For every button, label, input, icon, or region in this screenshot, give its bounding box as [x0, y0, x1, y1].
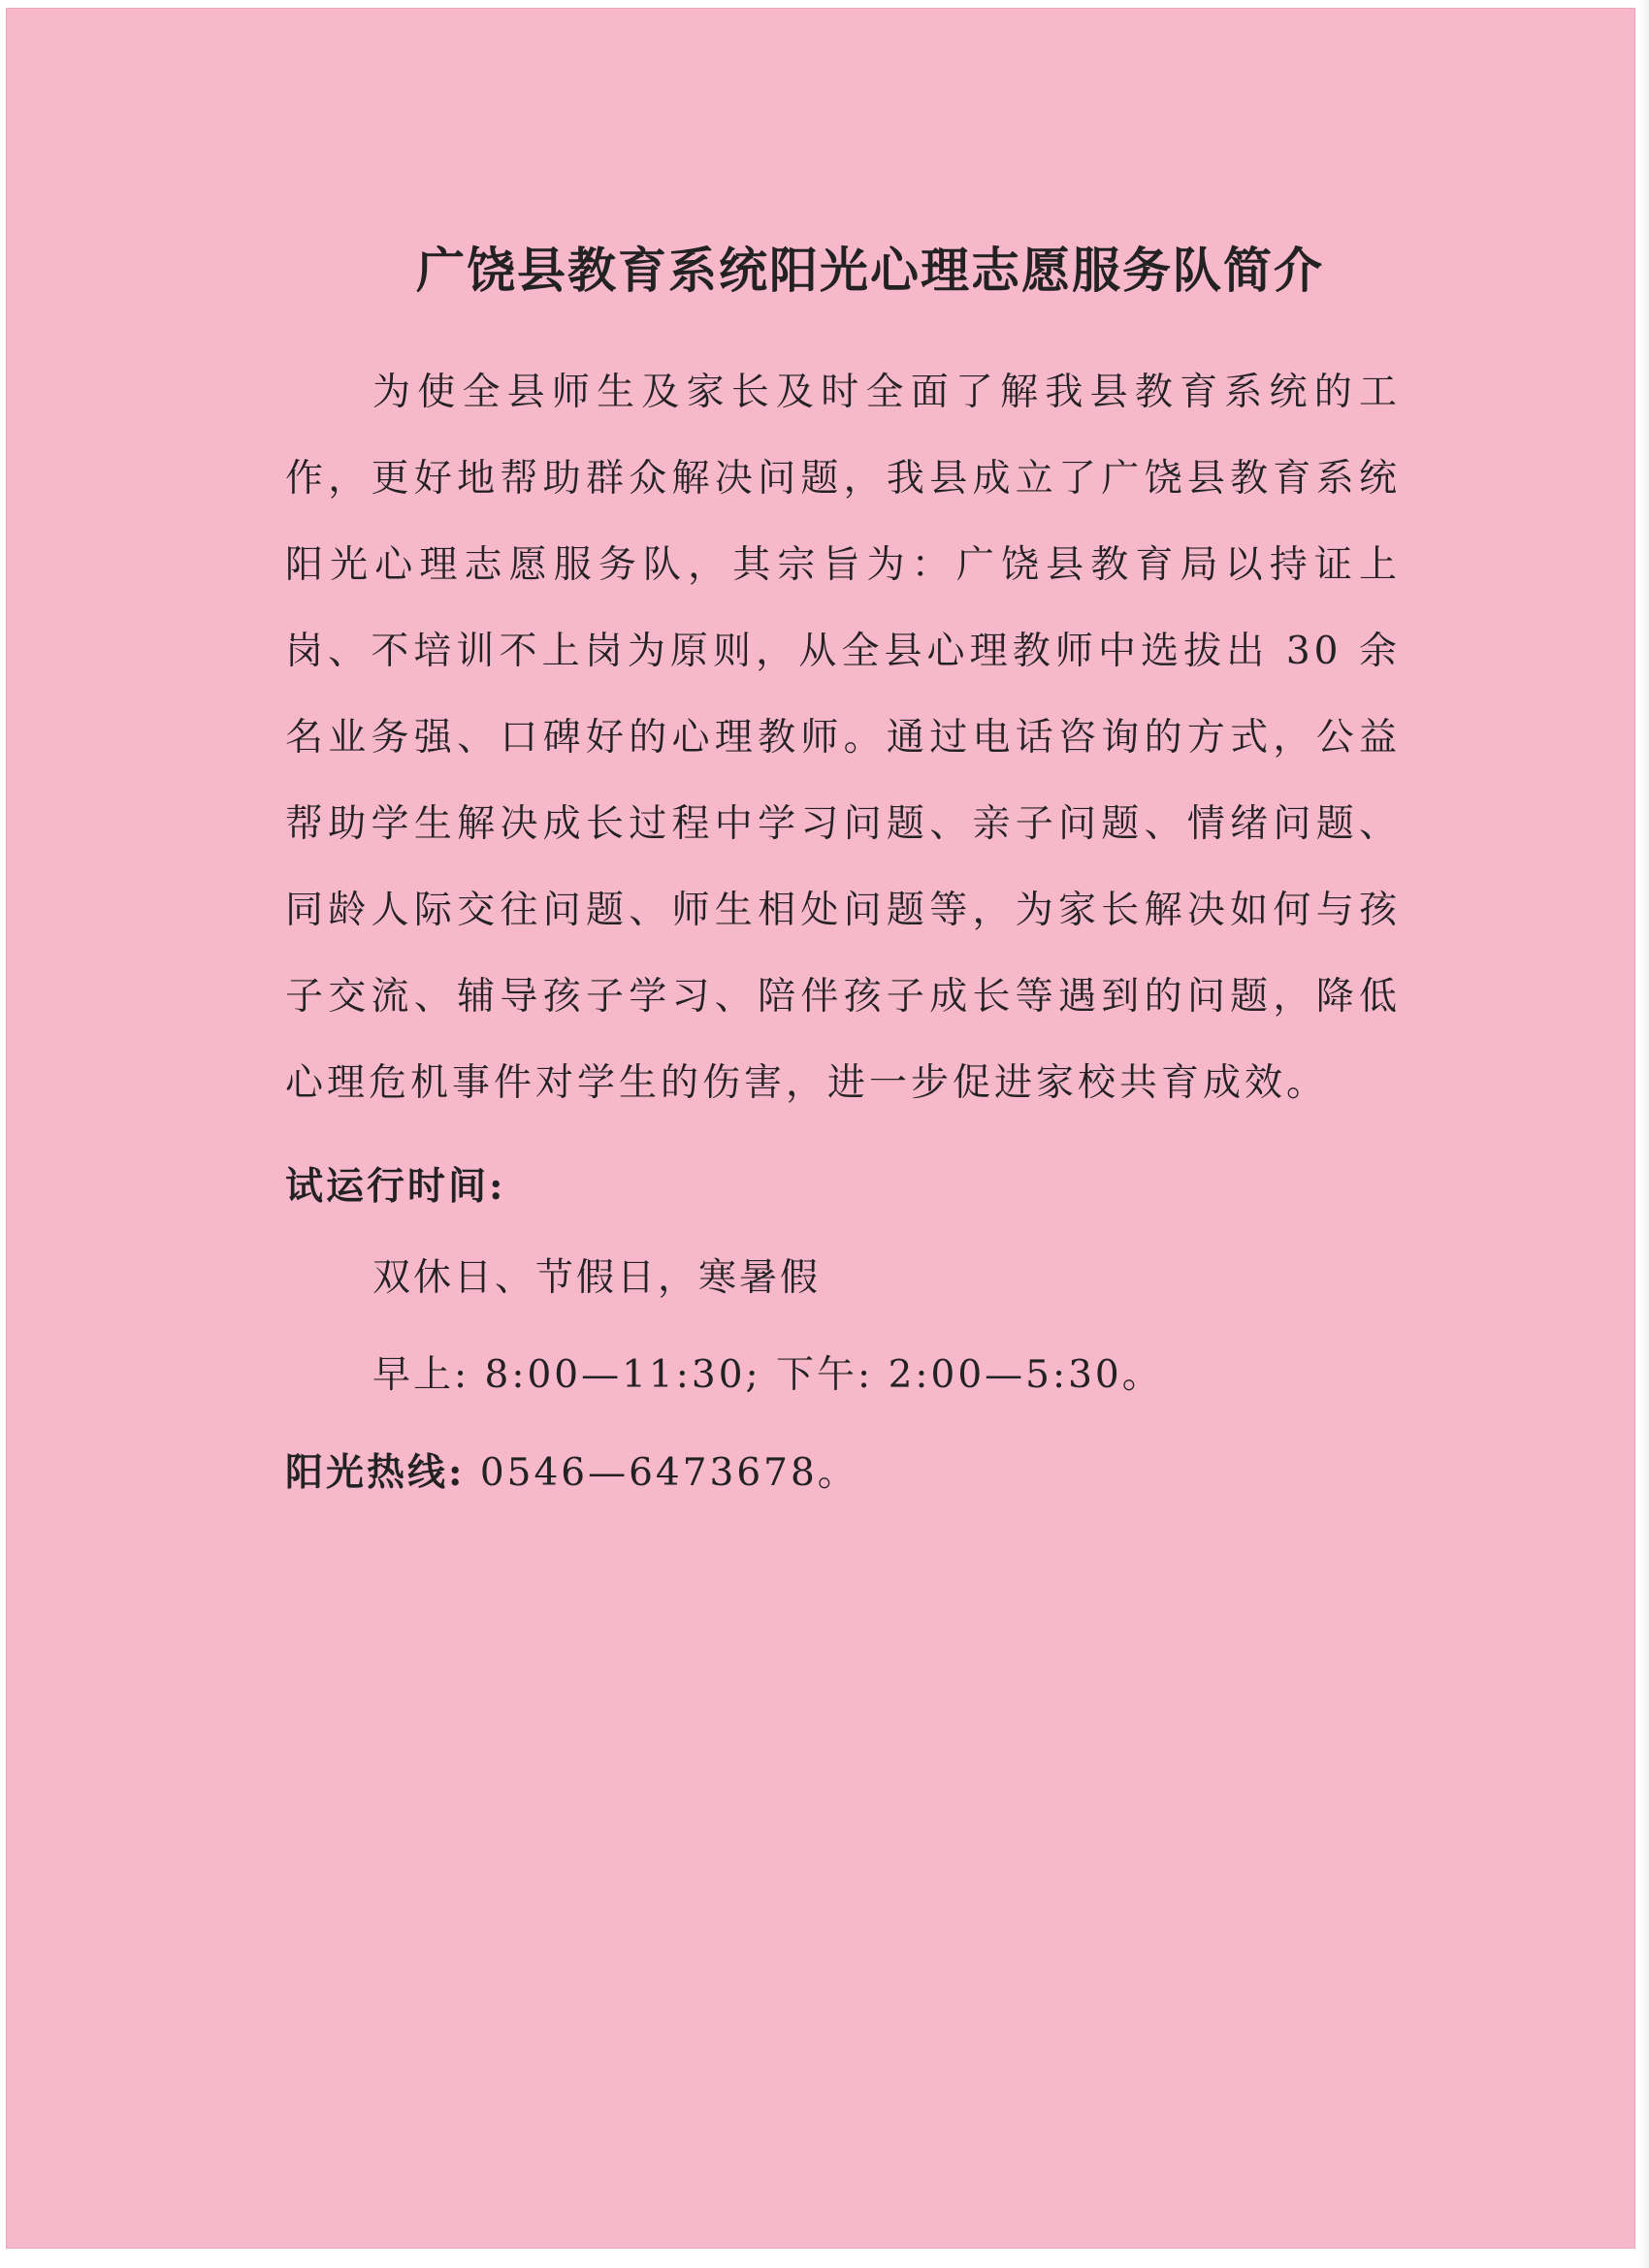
service-hours: 早上: 8:00—11:30; 下午: 2:00—5:30。: [372, 1353, 1163, 1397]
intro-paragraph: 为使全县师生及家长及时全面了解我县教育系统的工作，更好地帮助群众解决问题，我县成立了广饶县教育系统阳光心理志愿服务队，其宗旨为：广饶县教育局以持证上岗、不培训不上岗为原则，从全县心理教师中选拔出 30 余名业务强、口碑好的心理教师。通过电话咨询的方式，公益帮助学生解决成长过程中学习问题、亲子问题、情绪问题、同龄人际交往问题、师生相处问题等，为家长解决如何与孩子交流、辅导孩子学习、陪伴孩子成长等遇到的问题，降低心理危机事件对学生的伤害，进一步促进家校共育成效。: [285, 371, 1401, 1105]
document-body: [285, 237, 1401, 1522]
pink-paper-sheet: [6, 8, 1635, 2249]
hotline-line: [285, 1424, 1401, 1522]
scan-right-edge: [1639, 0, 1649, 2268]
document-title: 广饶县教育系统阳光心理志愿服务队简介: [416, 242, 1324, 299]
hotline-label: 阳光热线:: [285, 1450, 466, 1495]
service-days: 双休日、节假日，寒暑假: [372, 1256, 822, 1300]
hotline-number: 0546—6473678。: [479, 1451, 858, 1495]
trial-time-label: 试运行时间:: [285, 1164, 506, 1209]
